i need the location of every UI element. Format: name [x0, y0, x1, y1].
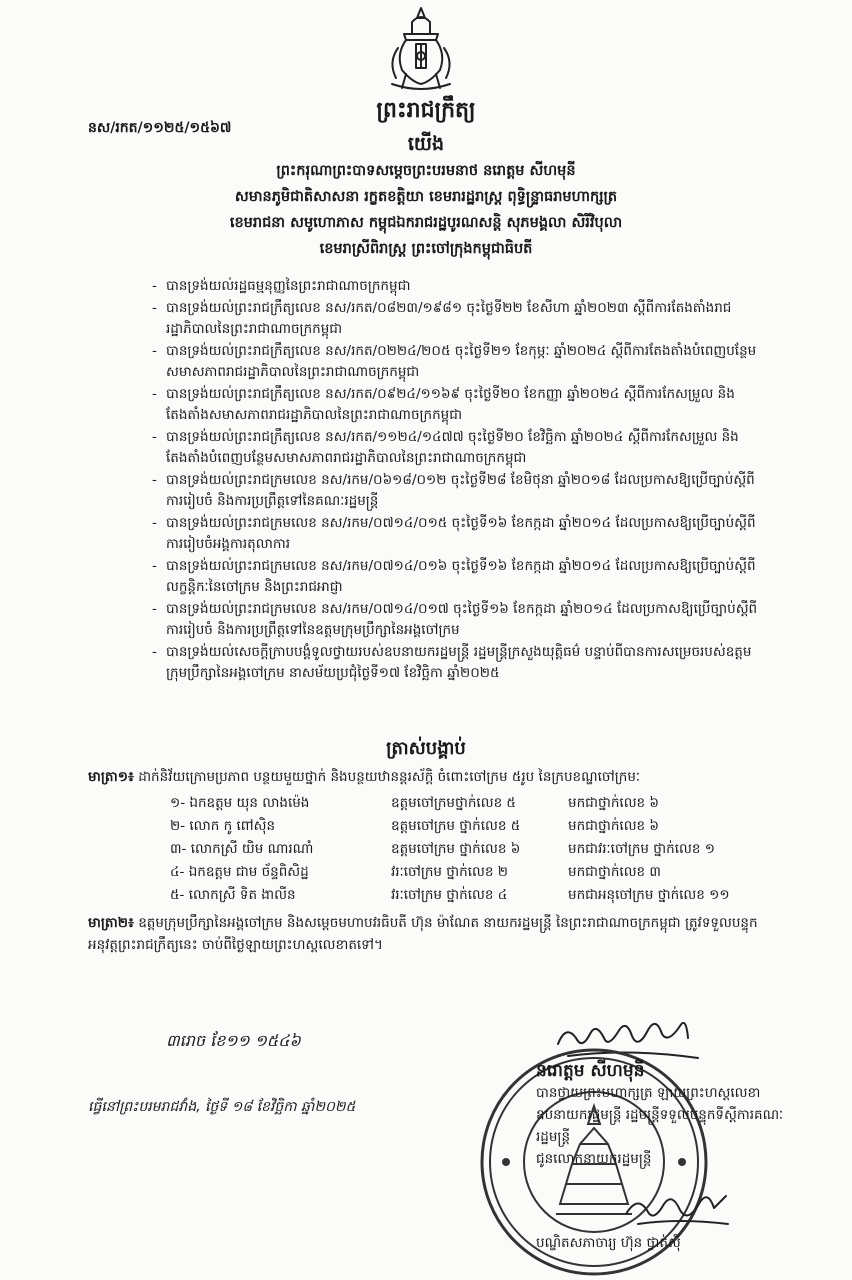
- official-name: ៤- ឯកឧត្តម ជាម ច័ន្ទពិសិដ្ឋ: [170, 864, 309, 880]
- official-new-rank: មកជាថ្នាក់លេខ ៣: [568, 864, 661, 880]
- preamble-item: - បានទ្រង់យល់ព្រះរាជក្រឹត្យលេខ នស/រកត/១១២៤/១៤៧៧ ចុះថ្ងៃទី២០ ខែវិច្ឆិកា ឆ្នាំ២០២៤ ស្តីពីការកែសម្រួល និងតែងតាំងបំពេញបន្ថែមសមាសភាពរាជរដ្ឋាភិបាលនៃព្រះរាជាណាចក្រកម្ពុជា: [150, 427, 770, 470]
- countersignature-icon: [618, 1186, 738, 1232]
- official-current-rank: វរៈចៅក្រម ថ្នាក់លេខ ៤: [391, 887, 508, 903]
- preamble-item: - បានទ្រង់យល់ព្រះរាជក្រមលេខ នស/រកម/០៧១៤/០១៧ ចុះថ្ងៃទី១៦ ខែកក្កដា ឆ្នាំ២០១៤ ដែលប្រកាសឱ្យប្រើច្បាប់ស្តីពីការរៀបចំ និងការប្រព្រឹត្តទៅនៃឧត្តមក្រុមប្រឹក្សានៃអង្គចៅក្រម: [150, 599, 770, 642]
- official-name: ៣- លោកស្រី យិម ណារណាំ: [170, 841, 314, 857]
- document-title: ព្រះរាជក្រឹត្យ: [376, 98, 476, 123]
- royal-title-line: សមានភូមិជាតិសាសនា រក្ខតខត្តិយា ខេមរារដ្ឋរាស្ត្រ ពុទ្ធិន្ទ្រាធរាមហាក្សត្រ: [234, 189, 618, 205]
- preamble-item: - បានទ្រង់យល់រដ្ឋធម្មនុញ្ញនៃព្រះរាជាណាចក្រកម្ពុជា: [150, 276, 770, 298]
- preamble-item: - បានទ្រង់យល់ព្រះរាជក្រមលេខ នស/រកម/០៦១៨/០១២ ចុះថ្ងៃទី២៨ ខែមិថុនា ឆ្នាំ២០១៨ ដែលប្រកាសឱ្យប្រើច្បាប់ស្តីពីការរៀបចំ និងការប្រព្រឹត្តទៅនៃគណៈរដ្ឋមន្ត្រី: [150, 470, 770, 513]
- reference-number: នស/រកត/១១២៥/១៥៦៧: [88, 120, 232, 136]
- official-name: ៥- លោកស្រី ទិត ងាលីន: [170, 887, 296, 903]
- signature-block: [536, 1060, 786, 1251]
- signer-line: ជូនលោកនាយករដ្ឋមន្ត្រី: [536, 1151, 652, 1167]
- official-new-rank: មកជាថ្នាក់លេខ ៦: [568, 818, 659, 834]
- royal-titles: [120, 158, 732, 262]
- preamble-item: - បានទ្រង់យល់ព្រះរាជក្រឹត្យលេខ នស/រកត/០៩២៤/១១៦៩ ចុះថ្ងៃទី២០ ខែកញ្ញា ឆ្នាំ២០២៤ ស្តីពីការកែសម្រួល និងតែងតាំងសមាសភាពរាជរដ្ឋាភិបាលនៃព្រះរាជាណាចក្រកម្ពុជា: [150, 384, 770, 427]
- signer-line: ឧបនាយករដ្ឋមន្ត្រី រដ្ឋមន្ត្រីទទួលបន្ទុកទីស្តីការគណៈរដ្ឋមន្ត្រី: [536, 1107, 784, 1145]
- decree-heading: ត្រាស់បង្គាប់: [386, 738, 466, 759]
- royal-crest-icon: [376, 4, 466, 96]
- official-current-rank: ឧត្តមចៅក្រម ថ្នាក់លេខ ៦: [391, 841, 521, 857]
- official-new-rank: មកជាវរៈចៅក្រម ថ្នាក់លេខ ១: [568, 841, 715, 857]
- official-name: ២- លោក កូ ពៅស៊ិន: [170, 818, 276, 834]
- royal-title-line: ខេមរាស្រីពិរាស្ត្រ ព្រះចៅក្រុងកម្ពុជាធិបតី: [319, 241, 533, 257]
- article-1: [88, 766, 778, 788]
- cosigner-name: បណ្ឌិតសភាចារ្យ ហ៊ុន ថ្វាត់ស៊ី: [536, 1235, 681, 1251]
- article-1-text: ដាក់និវ័យក្រោមប្រភាព បន្ថយមួយថ្នាក់ និងបន្ថយឋានន្តរស័ក្តិ ចំពោះចៅក្រម ៥រូប នៃក្របខណ្ឌចៅក្រមៈ: [138, 769, 641, 785]
- official-current-rank: ឧត្តមចៅក្រមថ្នាក់លេខ ៥: [391, 795, 516, 811]
- official-new-rank: មកជាថ្នាក់លេខ ៦: [568, 795, 659, 811]
- preamble-item: - បានទ្រង់យល់ព្រះរាជក្រមលេខ នស/រកម/០៧១៤/០១៦ ចុះថ្ងៃទី១៦ ខែកក្កដា ឆ្នាំ២០១៤ ដែលប្រកាសឱ្យប្រើច្បាប់ស្តីពីលក្ខន្តិកៈនៃចៅក្រម និងព្រះរាជអាជ្ញា: [150, 556, 770, 599]
- royal-we: យើង: [407, 133, 445, 155]
- preamble-list: [150, 276, 770, 685]
- signer-line: បានថ្វាយព្រះមហាក្សត្រ ឡាយព្រះហស្តលេខា: [536, 1085, 761, 1101]
- preamble-item: - បានទ្រង់យល់ព្រះរាជក្រមលេខ នស/រកម/០៧១៤/០១៥ ចុះថ្ងៃទី១៦ ខែកក្កដា ឆ្នាំ២០១៤ ដែលប្រកាសឱ្យប្រើច្បាប់ស្តីពីការរៀបចំអង្គការតុលាការ: [150, 513, 770, 556]
- royal-title-line: ព្រះករុណាព្រះបាទសម្តេចព្រះបរមនាថ នរោត្តម សីហមុនី: [276, 163, 576, 179]
- place-and-date: ធ្វើនៅព្រះបរមរាជវាំង, ថ្ងៃទី ១៨ ខែវិច្ឆិកា ឆ្នាំ២០២៥: [88, 1099, 356, 1115]
- signer-name: នរោត្តម សីហមុនី: [536, 1061, 645, 1081]
- article-2-text: ឧត្តមក្រុមប្រឹក្សានៃអង្គចៅក្រម និងសម្តេចមហាបវរធិបតី ហ៊ុន ម៉ាណែត នាយករដ្ឋមន្ត្រី នៃព្រះរាជាណាចក្រកម្ពុជា ត្រូវទទួលបន្ទុកអនុវត្តព្រះរាជក្រឹត្យនេះ ចាប់ពីថ្ងៃឡាយព្រះហស្តលេខាតទៅ។: [88, 915, 758, 953]
- preamble-item: - បានទ្រង់យល់ព្រះរាជក្រឹត្យលេខ នស/រកត/០៨២៣/១៩៨១ ចុះថ្ងៃទី២២ ខែសីហា ឆ្នាំ២០២៣ ស្តីពីការតែងតាំងរាជរដ្ឋាភិបាលនៃព្រះរាជាណាចក្រកម្ពុជា: [150, 298, 770, 341]
- preamble-item: - បានទ្រង់យល់ព្រះរាជក្រឹត្យលេខ នស/រកត/០២២៤/២០៥ ចុះថ្ងៃទី២១ ខែកុម្ភៈ ឆ្នាំ២០២៤ ស្តីពីការតែងតាំងបំពេញបន្ថែមសមាសភាពរាជរដ្ឋាភិបាលនៃព្រះរាជាណាចក្រកម្ពុជា: [150, 341, 770, 384]
- article-2-label: មាត្រា២៖: [88, 915, 134, 931]
- article-1-label: មាត្រា១៖: [88, 769, 134, 785]
- article-2: [88, 912, 778, 956]
- preamble-item: - បានទ្រង់យល់សេចក្តីក្រាបបង្គំទូលថ្វាយរបស់ឧបនាយករដ្ឋមន្ត្រី រដ្ឋមន្ត្រីក្រសួងយុត្តិធម៌ បន្ទាប់ពីបានការសម្រេចរបស់ឧត្តមក្រុមប្រឹក្សានៃអង្គចៅក្រម នាសម័យប្រជុំថ្ងៃទី១៧ ខែវិច្ឆិកា ឆ្នាំ២០២៥: [150, 642, 770, 685]
- lunar-date: ៣រោច ខែ១១ ១៥៤៦: [166, 1031, 301, 1050]
- official-current-rank: វរៈចៅក្រម ថ្នាក់លេខ ២: [391, 864, 508, 880]
- official-current-rank: ឧត្តមចៅក្រម ថ្នាក់លេខ ៥: [391, 818, 521, 834]
- official-new-rank: មកជាអនុចៅក្រម ថ្នាក់លេខ ១១: [568, 887, 730, 903]
- royal-title-line: ខេមរាជនា សមូហោភាស កម្ពុជឯករាជរដ្ឋបូរណសន្តិ សុភមង្គលា សិរីវិបុលា: [229, 215, 623, 231]
- official-name: ១- ឯកឧត្តម យុន លាងម៉េង: [170, 795, 310, 811]
